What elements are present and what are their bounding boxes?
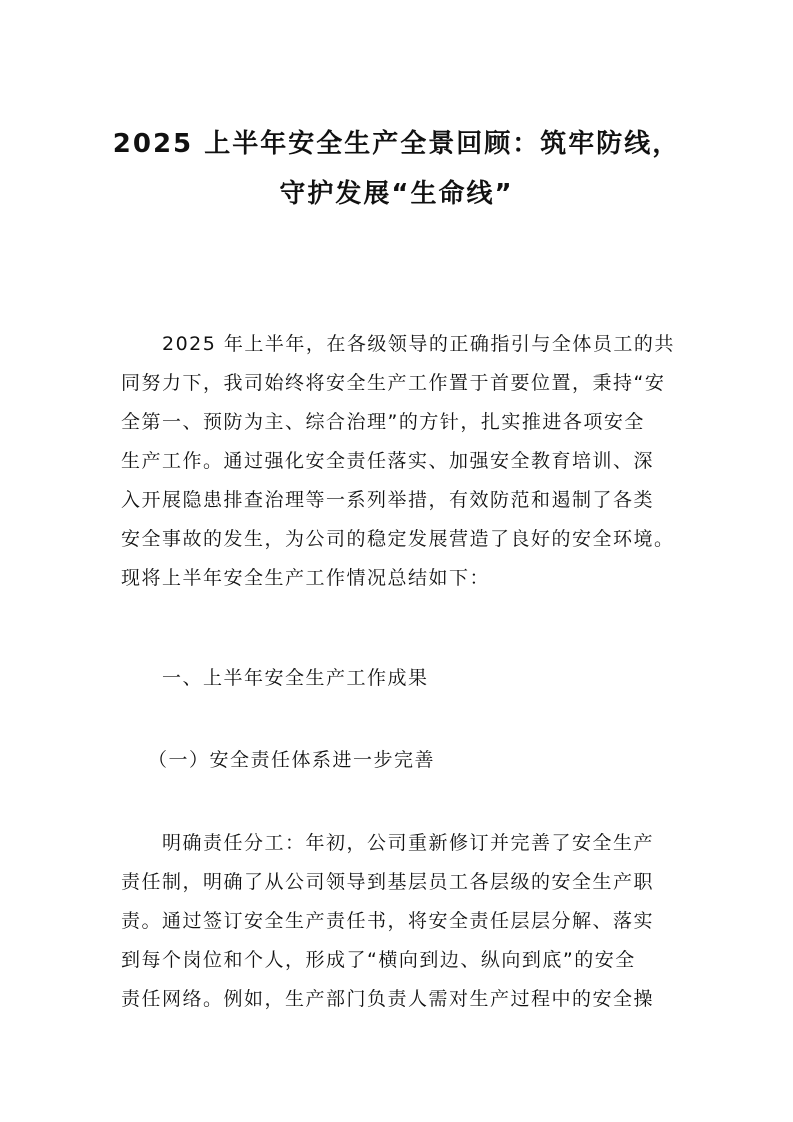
paragraph-line: 入开展隐患排查治理等一系列举措，有效防范和遏制了各类 <box>121 489 655 511</box>
paragraph-line: 明确责任分工：年初，公司重新修订并完善了安全生产 <box>162 832 655 854</box>
paragraph-line: 全第一、预防为主、综合治理”的方针，扎实推进各项安全 <box>121 411 645 433</box>
paragraph-line: 安全事故的发生，为公司的稳定发展营造了良好的安全环境。 <box>121 528 675 550</box>
subsection-heading: （一）安全责任体系进一步完善 <box>148 749 436 771</box>
document-title-line-1: 2025 上半年安全生产全景回顾：筑牢防线， <box>112 129 681 159</box>
paragraph-line: 责任网络。例如，生产部门负责人需对生产过程中的安全操 <box>121 988 655 1010</box>
section-heading: 一、上半年安全生产工作成果 <box>162 667 429 689</box>
paragraph-line: 责。通过签订安全生产责任书，将安全责任层层分解、落实 <box>121 910 655 932</box>
paragraph-line: 责任制，明确了从公司领导到基层员工各层级的安全生产职 <box>121 871 655 893</box>
paragraph-line: 同努力下，我司始终将安全生产工作置于首要位置，秉持“安 <box>121 372 666 394</box>
paragraph-line: 生产工作。通过强化安全责任落实、加强安全教育培训、深 <box>121 450 655 472</box>
intro-paragraph <box>121 325 681 598</box>
responsibility-paragraph <box>121 824 681 1019</box>
paragraph-line: 2025 年上半年，在各级领导的正确指引与全体员工的共 <box>162 333 675 355</box>
paragraph-line: 到每个岗位和个人，形成了“横向到边、纵向到底”的安全 <box>121 949 636 971</box>
document-title-line-2: 守护发展“生命线” <box>279 179 514 209</box>
paragraph-line: 现将上半年安全生产工作情况总结如下： <box>121 567 491 589</box>
